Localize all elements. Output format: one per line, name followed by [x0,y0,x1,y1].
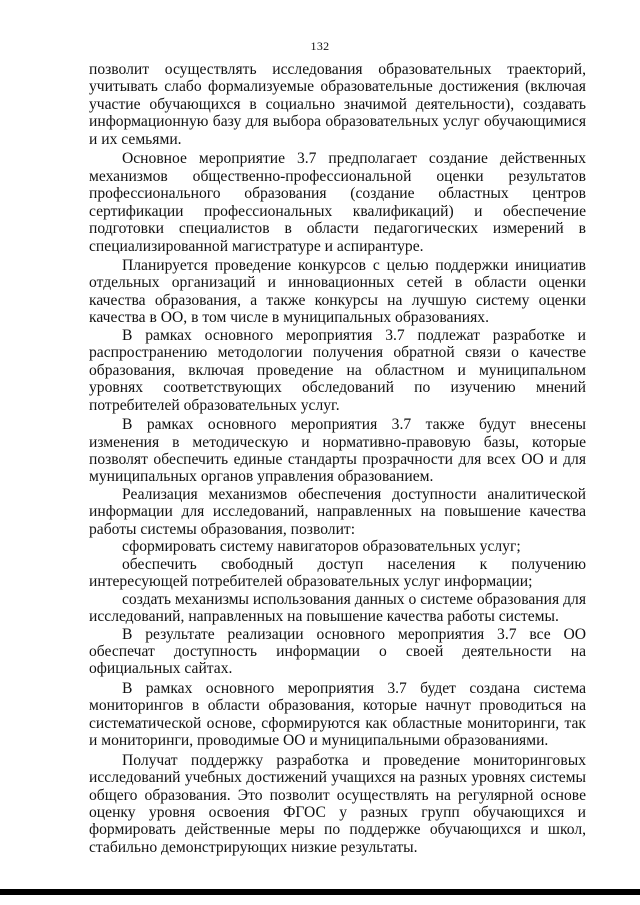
paragraph: В рамках основного мероприятия 3.7 будет создана система мониторингов в области образования, которые начнут проводиться на систематической основе, сформируются как областные мониторинги, так и мониторинги, проводимые ОО и муниципальными образованиями. [89,679,586,750]
list-item: обеспечить свободный доступ населения к получению интересующей потребителей образовательных услуг информации; [89,555,586,591]
page-number: 132 [310,39,330,53]
paragraph: В результате реализации основного мероприятия 3.7 все ОО обеспечат доступность информации о своей деятельности на официальных сайтах. [89,625,586,678]
list-item: сформировать систему навигаторов образовательных услуг; [122,538,521,556]
paragraph: Реализация механизмов обеспечения доступности аналитической информации для исследований, направленных на повышение качества работы системы образования, позволит: [89,485,586,538]
paragraph: Основное мероприятие 3.7 предполагает создание действенных механизмов общественно-профессиональной оценки результатов профессионального образования (создание областных центров сертификации профессиональных квалификаций) и обеспечение подготовки специалистов в области педагогических измерений в специализированной магистратуре и аспирантуре. [89,150,586,255]
paragraph-continued: позволит осуществлять исследования образовательных траекторий, учитывать слабо формализуемые образовательные достижения (включая участие обучающихся в социально значимой деятельности), создавать информационную базу для выбора образовательных услуг обучающимися и их семьями. [89,61,586,148]
bottom-border-rule [0,889,640,895]
paragraph: В рамках основного мероприятия 3.7 также будут внесены изменения в методическую и нормативно-правовую базы, которые позволят обеспечить единые стандарты прозрачности для всех ОО и для муниципальных органов управления образованием. [89,416,586,486]
document-body [89,61,586,856]
paragraph: В рамках основного мероприятия 3.7 подлежат разработке и распространению методологии получения обратной связи о качестве образования, включая проведение на областном и муниципальном уровнях соответствующих обследований по изучению мнений потребителей образовательных услуг. [89,326,586,414]
paragraph: Планируется проведение конкурсов с целью поддержки инициатив отдельных организаций и инновационных сетей в области оценки качества образования, а также конкурсы на лучшую систему оценки качества в ОО, в том числе в муниципальных образованиях. [89,256,586,327]
list-item: создать механизмы использования данных о системе образования для исследований, направленных на повышение качества работы системы. [89,590,586,626]
paragraph: Получат поддержку разработка и проведение мониторинговых исследований учебных достижений учащихся на разных уровнях системы общего образования. Это позволит осуществлять на регулярной основе оценку уровня освоения ФГОС у разных групп обучающихся и формировать действенные меры по поддержке обучающихся и школ, стабильно демонстрирующих низкие результаты. [89,751,586,856]
